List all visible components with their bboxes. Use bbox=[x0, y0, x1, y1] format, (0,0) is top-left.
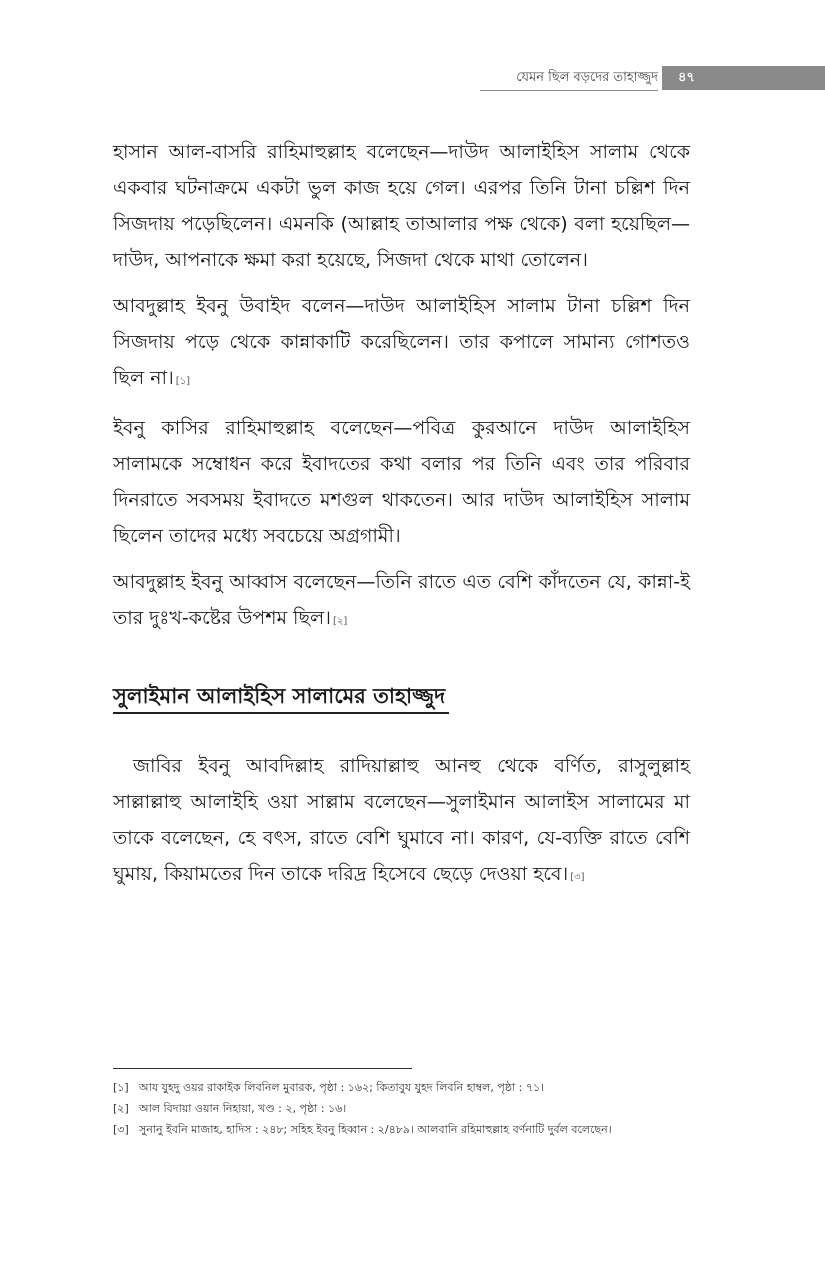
paragraph-3 bbox=[113, 410, 690, 554]
paragraph-2 bbox=[113, 288, 690, 400]
footnote-ref-1[interactable]: [১] bbox=[175, 376, 191, 387]
section-heading: সুলাইমান আলাইহিস সালামের তাহাজ্জুদ bbox=[113, 680, 449, 714]
paragraph-4 bbox=[113, 564, 690, 640]
paragraph-2-text: আবদুল্লাহ ইবনু উবাইদ বলেন—দাউদ আলাইহিস সালাম টানা চল্লিশ দিন সিজদায় পড়ে থেকে কান্নাকাটি করেছিলেন। তার কপালে সামান্য গোশতও ছিল না। bbox=[113, 295, 690, 389]
footnote-2 bbox=[113, 1098, 733, 1119]
footnote-1-text: আয যুহদু ওয়র রাকাইক লিবনিল মুবারক, পৃষ্ঠা : ১৬২; কিতাবুয যুহদ লিবনি হাম্বল, পৃষ্ঠা : ৭১। bbox=[139, 1081, 545, 1094]
footnote-2-number: [২] bbox=[113, 1102, 129, 1115]
page-number: ৪৭ bbox=[662, 66, 825, 90]
footnote-ref-2[interactable]: [২] bbox=[332, 616, 348, 627]
footnote-3-number: [৩] bbox=[113, 1123, 129, 1136]
footnote-divider bbox=[113, 1068, 412, 1069]
paragraph-1 bbox=[113, 134, 690, 278]
footnote-1 bbox=[113, 1077, 733, 1098]
paragraph-5-text: জাবির ইবনু আবদিল্লাহ রাদিয়াল্লাহু আনহু থেকে বর্ণিত, রাসুলুল্লাহ সাল্লাল্লাহু আলাইহি ওয়া সাল্লাম বলেছেন—সুলাইমান আলাইস সালামের মা তাকে বলেছেন, হে বৎস, রাতে বেশি ঘুমাবে না। কারণ, যে-ব্যক্তি রাতে বেশি ঘুমায়, কিয়ামতের দিন তাকে দরিদ্র হিসেবে ছেড়ে দেওয়া হবে। bbox=[113, 755, 690, 885]
footnote-3 bbox=[113, 1119, 733, 1140]
paragraph-4-text: আবদুল্লাহ ইবনু আব্বাস বলেছেন—তিনি রাতে এত বেশি কাঁদতেন যে, কান্না-ই তার দুঃখ-কষ্টের উপশম ছিল। bbox=[113, 571, 690, 629]
paragraph-5 bbox=[113, 748, 690, 896]
footnote-3-text: সুনানু ইবনি মাজাহ, হাদিস : ২৪৮; সহিহ ইবনু হিব্বান : ২/৪৮৯। আলবানি রহিমাহুল্লাহ বর্ণনাটি দুর্বল বলেছেন। bbox=[139, 1123, 612, 1136]
running-title: যেমন ছিল বড়দের তাহাজ্জুদ bbox=[480, 66, 658, 91]
footnote-1-number: [১] bbox=[113, 1081, 129, 1094]
footnotes bbox=[113, 1068, 733, 1140]
paragraph-1-text: হাসান আল-বাসরি রাহিমাহুল্লাহ বলেছেন—দাউদ আলাইহিস সালাম থেকে একবার ঘটনাক্রমে একটা ভুল কাজ হয়ে গেল। এরপর তিনি টানা চল্লিশ দিন সিজদায় পড়েছিলেন। এমনকি (আল্লাহ তাআলার পক্ষ থেকে) বলা হয়েছিল—দাউদ, আপনাকে ক্ষমা করা হয়েছে, সিজদা থেকে মাথা তোলেন। bbox=[113, 141, 690, 271]
paragraph-3-text: ইবনু কাসির রাহিমাহুল্লাহ বলেছেন—পবিত্র কুরআনে দাউদ আলাইহিস সালামকে সম্বোধন করে ইবাদতের কথা বলার পর তিনি এবং তার পরিবার দিনরাতে সবসময় ইবাদতে মশগুল থাকতেন। আর দাউদ আলাইহিস সালাম ছিলেন তাদের মধ্যে সবচেয়ে অগ্রগামী। bbox=[113, 417, 690, 547]
running-header bbox=[480, 66, 825, 96]
footnote-ref-3[interactable]: [৩] bbox=[570, 872, 585, 883]
main-content bbox=[113, 134, 690, 906]
footnote-2-text: আল বিদায়া ওয়ান নিহায়া, খণ্ড : ২, পৃষ্ঠা : ১৬। bbox=[139, 1102, 347, 1115]
